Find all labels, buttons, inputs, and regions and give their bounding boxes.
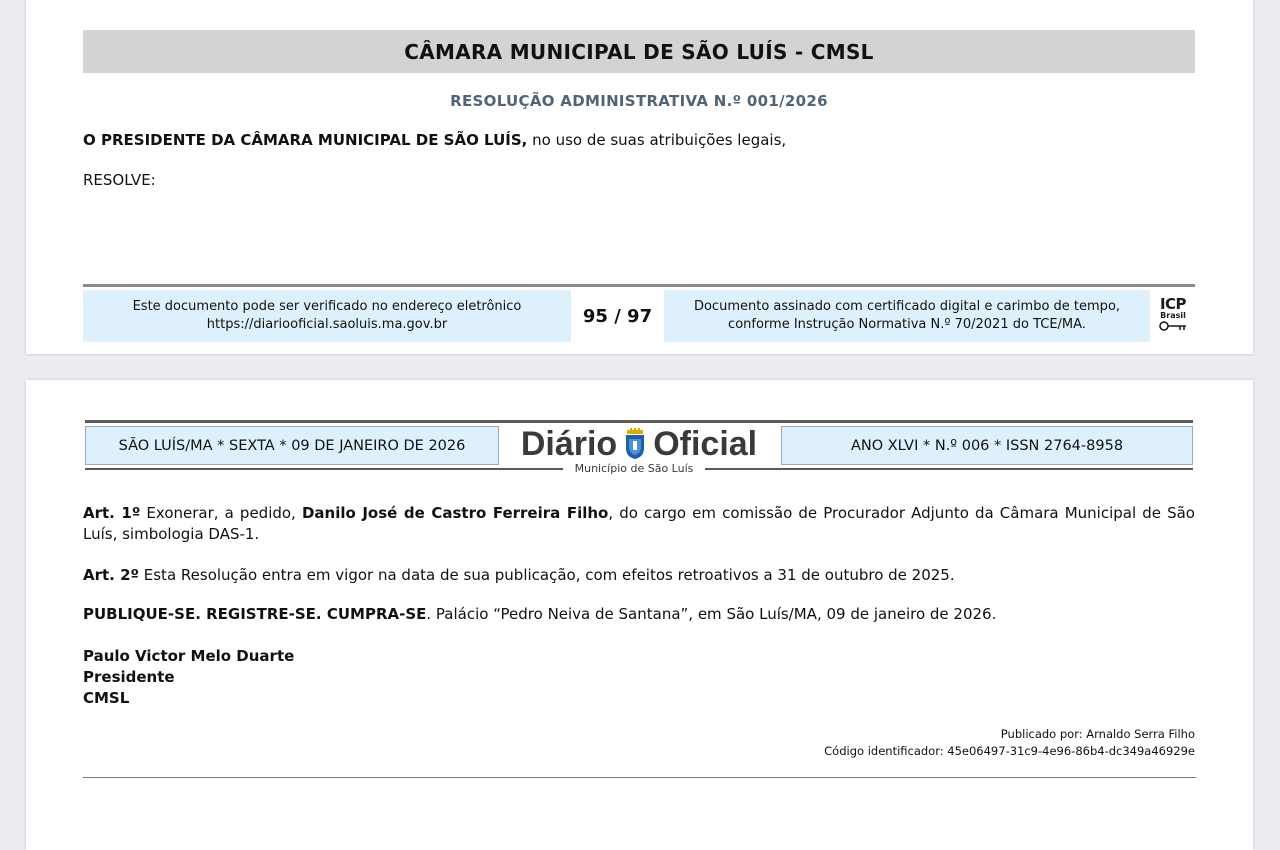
logo-word-diario: Diário [520, 424, 618, 463]
article-2 [83, 565, 1195, 586]
end-divider [83, 777, 1196, 778]
publisher-info [824, 726, 1195, 760]
verify-url[interactable]: https://diariooficial.saoluis.ma.gov.br [206, 317, 448, 332]
identifier-code: Código identificador: 45e06497-31c9-4e96-86b4-dc349a46929e [824, 744, 1195, 758]
signer-org: CMSL [83, 689, 130, 707]
verify-line-1: Este documento pode ser verificado no endereço eletrônico [132, 299, 522, 314]
key-icon [1158, 320, 1188, 332]
article-1-text-a: Exonerar, a pedido, [140, 504, 302, 522]
article-1-label: Art. 1º [83, 504, 141, 522]
footer-divider [83, 284, 1195, 287]
article-1-text-b: , do cargo em comissão de Procurador Adjunto da Câmara Municipal de São Luís, simbologia DAS-1. [83, 504, 1195, 543]
verify-box [83, 290, 571, 342]
preamble [83, 131, 786, 149]
resolve-label: RESOLVE: [83, 171, 156, 189]
diario-oficial-logo [497, 424, 781, 464]
signature-block [83, 646, 294, 709]
page-number: 95 / 97 [582, 305, 653, 327]
icp-brasil-logo-icon [1152, 292, 1194, 340]
masthead-date: SÃO LUÍS/MA * SEXTA * 09 DE JANEIRO DE 2026 [85, 426, 499, 465]
preamble-bold: O PRESIDENTE DA CÂMARA MUNICIPAL DE SÃO LUÍS, [83, 131, 528, 149]
publique-text: . Palácio “Pedro Neiva de Santana”, em São Luís/MA, 09 de janeiro de 2026. [426, 605, 997, 623]
logo-word-oficial: Oficial [653, 424, 758, 463]
icp-logo-sub: Brasil [1160, 311, 1186, 320]
article-2-label: Art. 2º [83, 566, 139, 584]
article-1-name: Danilo José de Castro Ferreira Filho [301, 504, 609, 522]
preamble-rest: no uso de suas atribuições legais, [527, 131, 787, 149]
publique-bold: PUBLIQUE-SE. REGISTRE-SE. CUMPRA-SE [83, 605, 427, 623]
signed-line-1: Documento assinado com certificado digital e carimbo de tempo, [693, 299, 1121, 314]
icp-logo-main: ICP [1159, 295, 1187, 313]
publication-order [83, 604, 1195, 625]
crest-icon [624, 428, 646, 460]
document-page-1 [26, 0, 1253, 354]
masthead-municipio: Município de São Luís [574, 462, 694, 475]
resolution-title: RESOLUÇÃO ADMINISTRATIVA N.º 001/2026 [450, 92, 828, 110]
masthead-top-rule [85, 420, 1193, 423]
masthead-bottom-rule-left [85, 468, 563, 470]
document-page-2 [26, 380, 1253, 850]
header-title: CÂMARA MUNICIPAL DE SÃO LUÍS - CMSL [83, 30, 1195, 73]
published-by: Publicado por: Arnaldo Serra Filho [1000, 727, 1195, 741]
article-2-text: Esta Resolução entra em vigor na data de sua publicação, com efeitos retroativos a 31 de outubro de 2025. [139, 566, 955, 584]
signer-role: Presidente [83, 668, 175, 686]
signed-line-2: conforme Instrução Normativa N.º 70/2021 do TCE/MA. [728, 317, 1086, 332]
article-1 [83, 503, 1195, 545]
masthead-bottom-rule-right [705, 468, 1193, 470]
masthead-issue: ANO XLVI * N.º 006 * ISSN 2764-8958 [781, 426, 1193, 465]
signed-box [664, 290, 1150, 342]
signer-name: Paulo Victor Melo Duarte [83, 647, 295, 665]
